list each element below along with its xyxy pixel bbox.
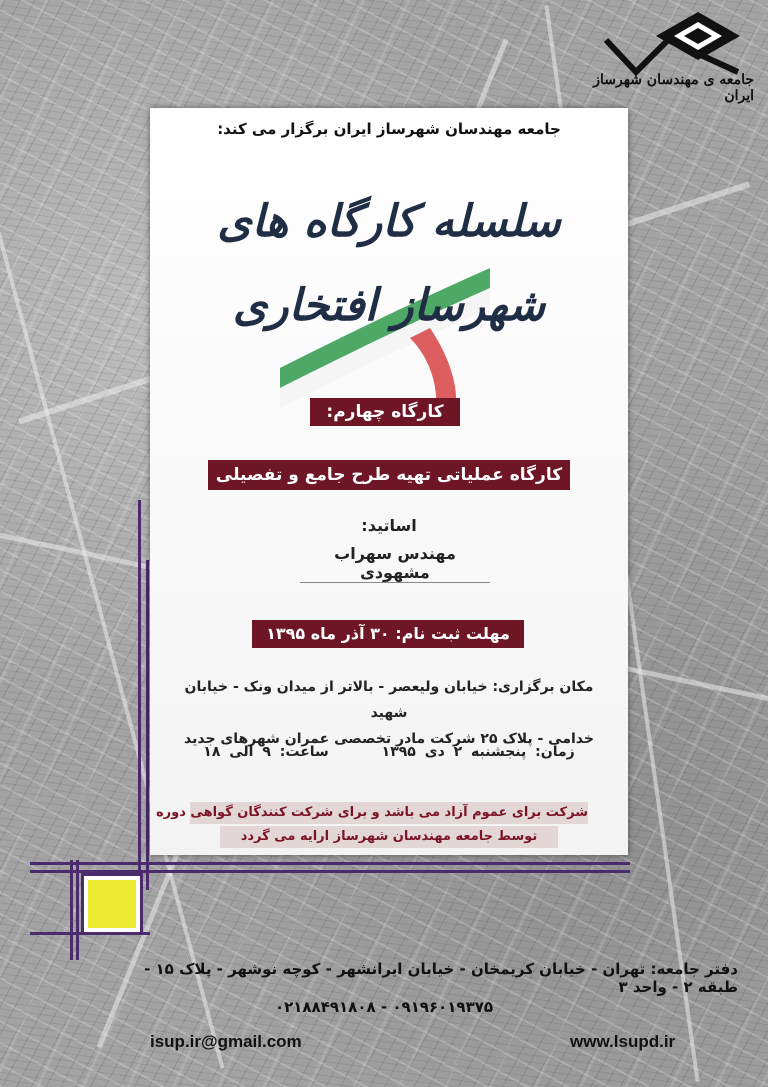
workshop-number-label: کارگاه چهارم: (310, 398, 460, 426)
poster-panel (150, 108, 628, 855)
title-line-1: سلسله کارگاه های (217, 196, 561, 247)
venue-info (170, 674, 608, 752)
office-address: دفتر جامعه: تهران - خیابان کریمخان - خیابان ایرانشهر - کوچه نوشهر - پلاک ۱۵ - طبقه ۲ - واحد ۳ (144, 960, 738, 996)
note-line-2: توسط جامعه مهندسان شهرساز ارایه می گردد (220, 826, 558, 848)
frame-line (30, 862, 630, 865)
phone-numbers: ۰۹۱۹۶۰۱۹۳۷۵ - ۰۲۱۸۸۴۹۱۸۰۸ (274, 998, 494, 1016)
workshop-title: کارگاه عملیاتی تهیه طرح جامع و تفصیلی (208, 460, 570, 490)
organizer-line: جامعه مهندسان شهرساز ایران برگزار می کند: (217, 120, 561, 138)
frame-line (30, 932, 150, 935)
frame-line (70, 860, 73, 960)
logo-text: جامعه ی مهندسان شهرساز ایران (593, 72, 754, 104)
registration-deadline: مهلت ثبت نام: ۳۰ آذر ماه ۱۳۹۵ (252, 620, 524, 648)
frame-line (76, 860, 79, 960)
venue-line-1: مکان برگزاری: خیابان ولیعصر - بالاتر از میدان ونک - خیابان شهید (184, 679, 594, 721)
schedule-time: ساعت: ۹ الی ۱۸ (203, 744, 329, 760)
schedule (150, 744, 628, 760)
frame-line (30, 870, 630, 873)
schedule-date: زمان: پنجشنبه ۲ دی ۱۳۹۵ (381, 744, 575, 760)
website-url: www.lsupd.ir (570, 1032, 676, 1051)
iran-flag-ribbon-icon (280, 248, 490, 418)
title-line-2: شهرساز افتخاری (232, 280, 546, 331)
instructor-name: مهندس سهراب مشهودی (300, 544, 490, 583)
frame-line (138, 500, 141, 880)
instructor-label: اساتید: (361, 516, 417, 535)
frame-line (146, 560, 149, 890)
email-address: isup.ir@gmail.com (150, 1032, 302, 1051)
note-line-1: شرکت برای عموم آزاد می باشد و برای شرکت کنندگان گواهی دوره (190, 802, 588, 824)
venue-line-2: خدامی - پلاک ۲۵ شرکت مادر تخصصی عمران شهرهای جدید (184, 731, 594, 747)
decorative-square (84, 876, 140, 932)
